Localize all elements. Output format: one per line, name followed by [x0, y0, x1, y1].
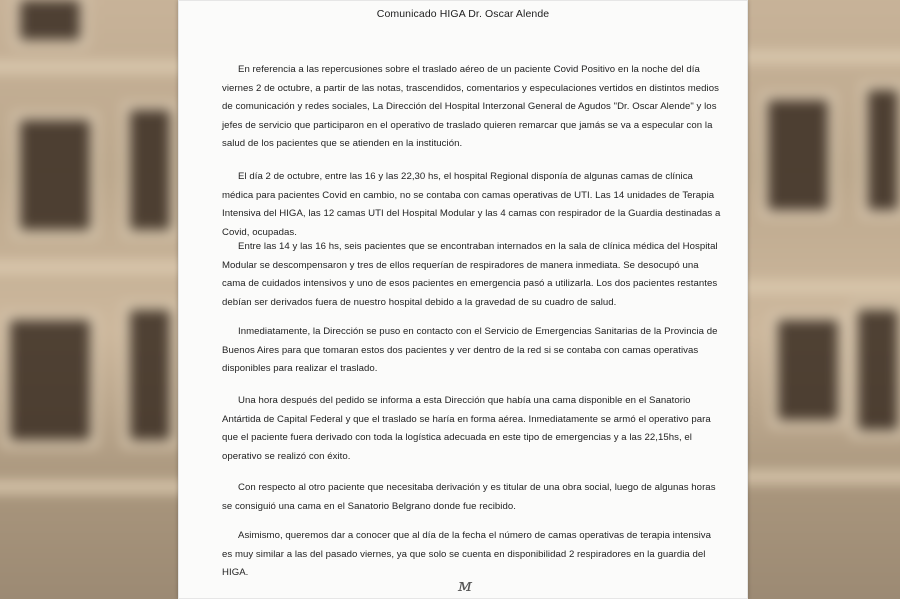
paragraph-6: Con respecto al otro paciente que necesitaba derivación y es titular de una obra social, luego de algunas horas se consiguió una cama en el Sanatorio Belgrano donde fue recibido. [222, 482, 716, 512]
signature-mark: ᴍ [458, 575, 473, 596]
paragraph-7: Asimismo, queremos dar a conocer que al día de la fecha el número de camas operativas de terapia intensiva es muy similar a las del pasado viernes, ya que solo se cuenta en disponibilidad 2 respiradores en la guardia del HIGA. [222, 530, 711, 579]
background-building-right [748, 0, 900, 599]
document-title: Comunicado HIGA Dr. Oscar Alende [376, 8, 550, 20]
document-page [178, 0, 748, 599]
paragraph-4: Inmediatamente, la Dirección se puso en contacto con el Servicio de Emergencias Sanitarias de la Provincia de Buenos Aires para que tomaran estos dos pacientes y ver dentro de la red si se contaba con camas operativas disponibles para realizar el traslado. [222, 326, 718, 375]
background-building-left [0, 0, 178, 599]
paragraph-2: El día 2 de octubre, entre las 16 y las 22,30 hs, el hospital Regional disponía de algunas camas de clínica médica para pacientes Covid en cambio, no se contaba con camas operativas de UTI. Las 14 unidades de Terapia Intensiva del HIGA, las 12 camas UTI del Hospital Modular y las 4 camas con respirador de la Guardia destinadas a Covid, ocupadas. [222, 171, 721, 238]
paragraph-1: En referencia a las repercusiones sobre el traslado aéreo de un paciente Covid Positivo en la noche del día viernes 2 de octubre, a partir de las notas, trascendidos, comentarios y especulaciones vertidos en distintos medios de comunicación y redes sociales, La Dirección del Hospital Interzonal General de Agudos "Dr. Oscar Alende" y los jefes de servicio que participaron en el operativo de traslado quieren remarcar que jamás se va a especular con la salud de los pacientes que se atienden en la institución. [222, 64, 719, 150]
paragraph-3: Entre las 14 y las 16 hs, seis pacientes que se encontraban internados en la sala de clínica médica del Hospital Modular se descompensaron y tres de ellos requerían de respiradores de manera inmediata. Se desocupó una cama de cuidados intensivos y uno de esos pacientes en emergencia pasó a utilizarla. Los dos pacientes restantes debían ser derivados fuera de nuestro hospital debido a la gravedad de su cuadro de salud. [222, 241, 718, 308]
paragraph-5: Una hora después del pedido se informa a esta Dirección que había una cama disponible en el Sanatorio Antártida de Capital Federal y que el traslado se haría en forma aérea. Inmediatamente se armó el operativo para que el paciente fuera derivado con toda la logística adecuada en este tipo de emergencias y a las 22,15hs, el operativo se realizó con éxito. [222, 395, 711, 462]
